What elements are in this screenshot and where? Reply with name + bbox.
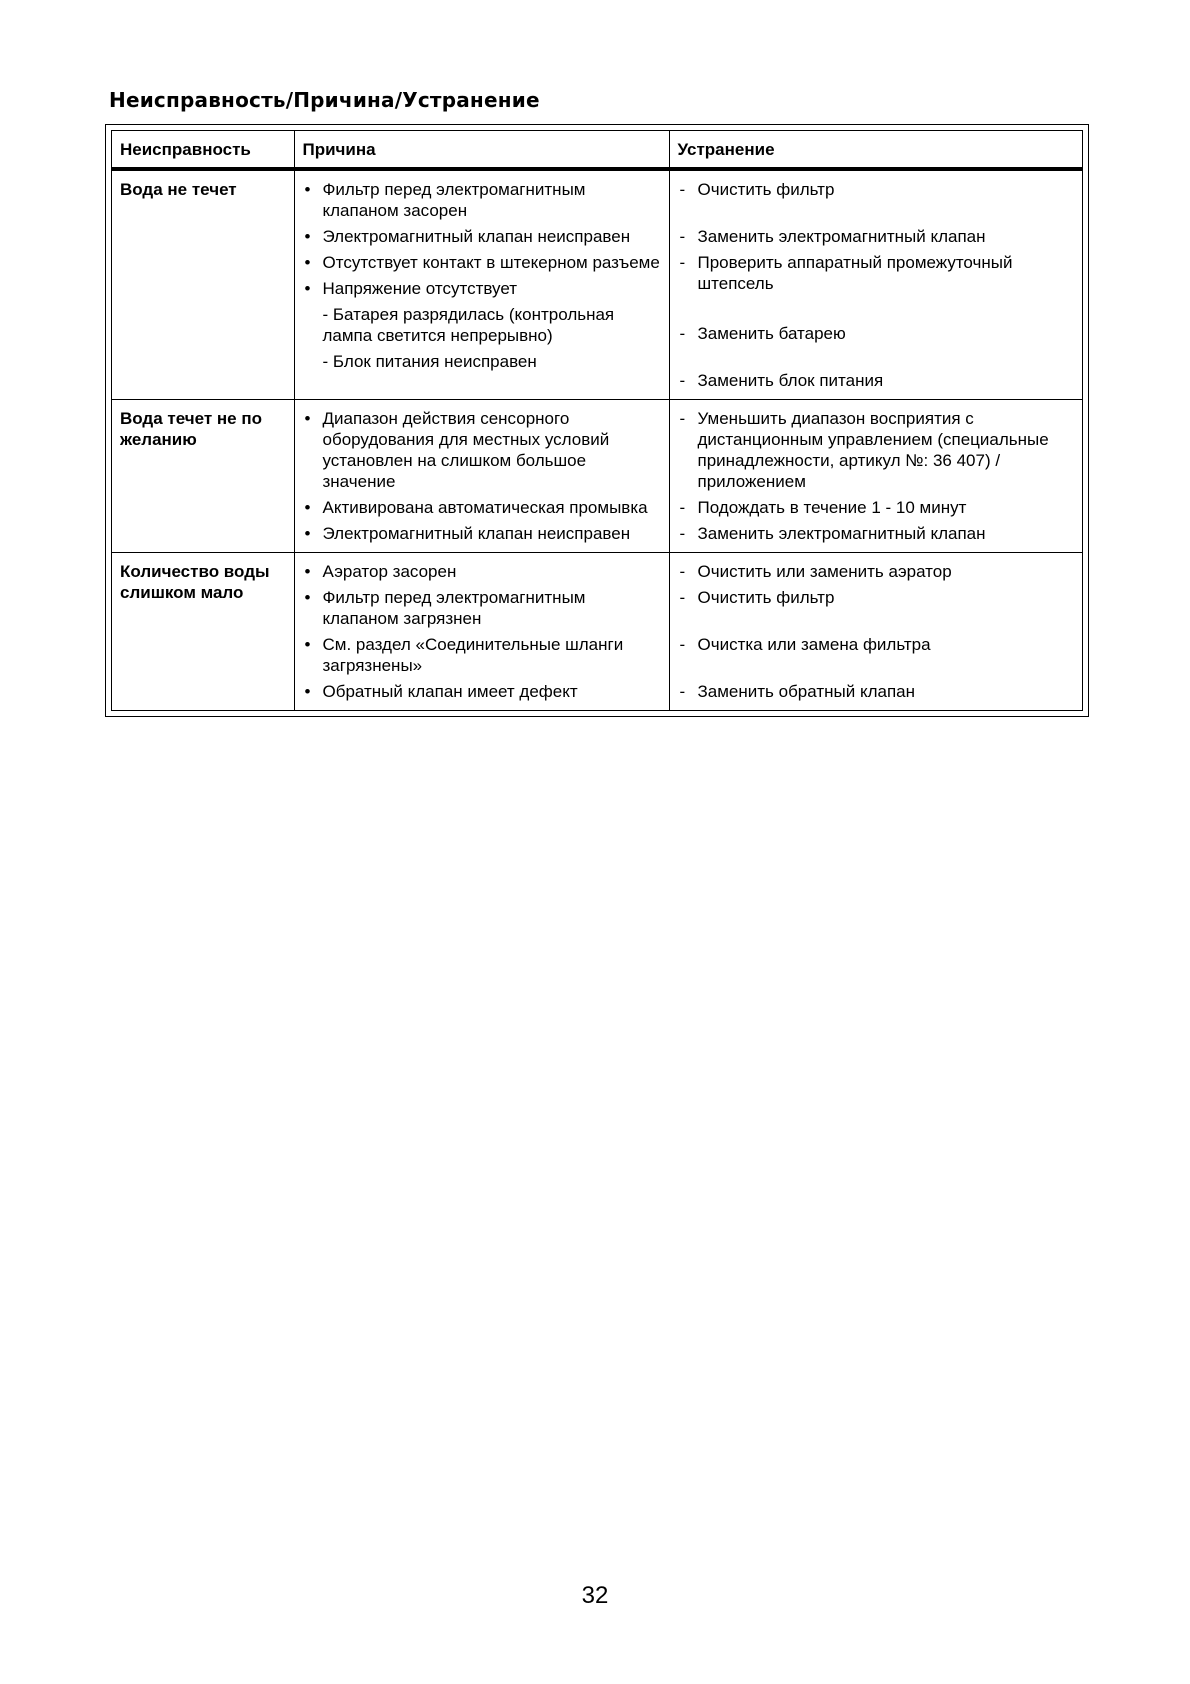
- column-header-cause: Причина: [294, 131, 669, 169]
- table-row: [112, 400, 1082, 553]
- remedy-cell: [669, 400, 1082, 553]
- dash-icon: -: [679, 227, 686, 246]
- bullet-icon: •: [304, 635, 311, 654]
- dash-icon: -: [679, 682, 686, 701]
- cause-item: • Обратный клапан имеет дефект: [304, 682, 578, 701]
- dash-icon: -: [679, 498, 686, 517]
- remedy-item: - Очистить фильтр: [679, 180, 835, 199]
- bullet-icon: •: [304, 180, 311, 199]
- cause-item: • Фильтр перед электромагнитным клапаном загрязнен: [304, 588, 586, 628]
- remedy-item: - Уменьшить диапазон восприятия с дистанционным управлением (специальные принадлежности, артикул №: 36 407) / приложением: [679, 409, 1049, 491]
- remedy-item: - Заменить электромагнитный клапан: [679, 524, 986, 543]
- cause-item: • Фильтр перед электромагнитным клапаном засорен: [304, 180, 586, 220]
- fault-cell: Вода не течет: [120, 180, 237, 199]
- bullet-icon: •: [304, 279, 311, 298]
- cause-item: • Напряжение отсутствует: [304, 279, 517, 298]
- dash-icon: -: [679, 180, 686, 199]
- dash-icon: -: [679, 524, 686, 543]
- remedy-item: - Очистить или заменить аэратор: [679, 562, 952, 581]
- cause-cell: [294, 169, 669, 400]
- cause-item: • Диапазон действия сенсорного оборудования для местных условий установлен на слишком большое значение: [304, 409, 610, 491]
- bullet-icon: •: [304, 682, 311, 701]
- remedy-item: - Заменить блок питания: [679, 371, 884, 390]
- cause-item: • См. раздел «Соединительные шланги загрязнены»: [304, 635, 624, 675]
- column-header-remedy: Устранение: [669, 131, 1082, 169]
- cause-item: • Аэратор засорен: [304, 562, 457, 581]
- remedy-item: - Очистка или замена фильтра: [679, 635, 931, 654]
- dash-icon: -: [679, 409, 686, 428]
- cause-item: • Активирована автоматическая промывка: [304, 498, 648, 517]
- fault-cell: Количество воды слишком мало: [112, 553, 294, 711]
- cause-item: • Электромагнитный клапан неисправен: [304, 227, 631, 246]
- dash-icon: -: [679, 324, 686, 343]
- cause-item: • Отсутствует контакт в штекерном разъеме: [304, 253, 660, 272]
- remedy-item: - Заменить батарею: [679, 324, 846, 343]
- column-header-fault: Неисправность: [112, 131, 294, 169]
- dash-icon: -: [679, 253, 686, 272]
- bullet-icon: •: [304, 498, 311, 517]
- bullet-icon: •: [304, 227, 311, 246]
- cause-cell: [294, 553, 669, 711]
- bullet-icon: •: [304, 524, 311, 543]
- fault-cell: Вода течет не по желанию: [112, 400, 294, 553]
- cause-item: • Электромагнитный клапан неисправен: [304, 524, 631, 543]
- dash-icon: -: [679, 562, 686, 581]
- bullet-icon: •: [304, 562, 311, 581]
- troubleshooting-table: [112, 131, 1082, 710]
- remedy-item: - Заменить электромагнитный клапан: [679, 227, 986, 246]
- page-number: 32: [581, 1582, 609, 1609]
- page-title: Неисправность/Причина/Устранение: [109, 88, 540, 112]
- dash-icon: -: [679, 635, 686, 654]
- cause-cell: [294, 400, 669, 553]
- bullet-icon: •: [304, 253, 311, 272]
- remedy-item: - Заменить обратный клапан: [679, 682, 916, 701]
- cause-subitem: - Блок питания неисправен: [322, 352, 537, 371]
- dash-icon: -: [679, 588, 686, 607]
- remedy-item: - Очистить фильтр: [679, 588, 835, 607]
- dash-icon: -: [679, 371, 686, 390]
- remedy-item: - Подождать в течение 1 - 10 минут: [679, 498, 967, 517]
- bullet-icon: •: [304, 588, 311, 607]
- bullet-icon: •: [304, 409, 311, 428]
- table-row: [112, 169, 1082, 400]
- remedy-cell: [669, 169, 1082, 400]
- remedy-item: - Проверить аппаратный промежуточный штепсель: [679, 253, 1013, 293]
- cause-subitem: - Батарея разрядилась (контрольная лампа светится непрерывно): [322, 305, 615, 345]
- remedy-cell: [669, 553, 1082, 711]
- table-header-row: [112, 131, 1082, 169]
- table-row: [112, 553, 1082, 711]
